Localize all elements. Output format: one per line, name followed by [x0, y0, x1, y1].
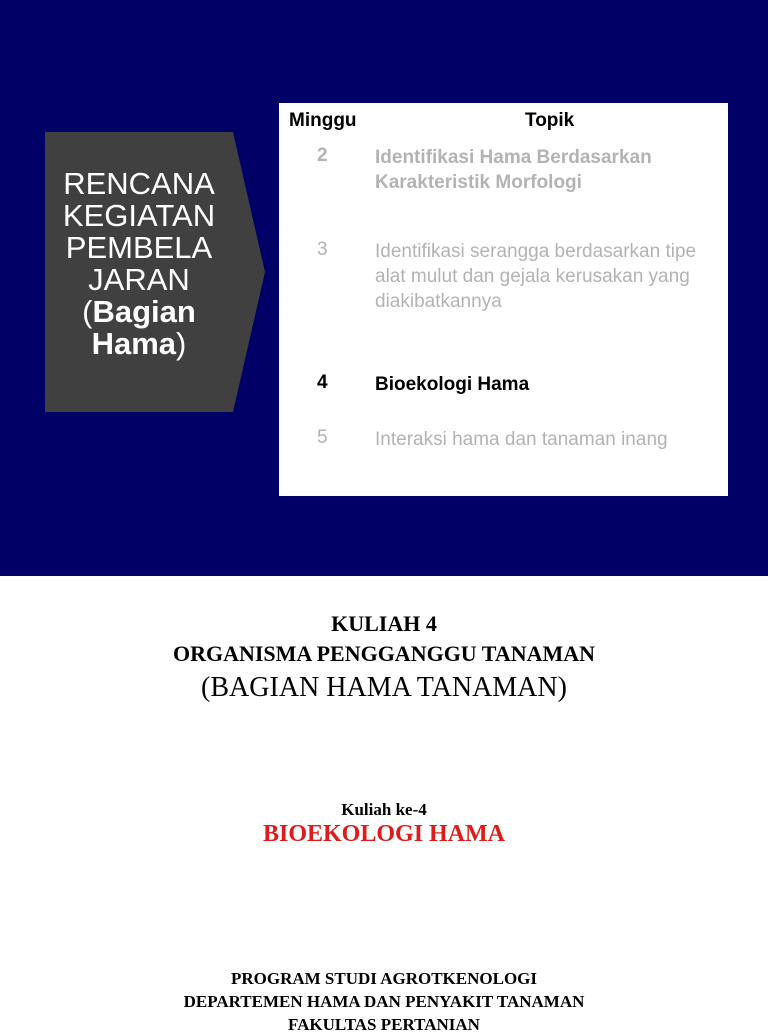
column-header-topic: Topik	[525, 110, 575, 131]
topic-text: Bioekologi Hama	[375, 374, 530, 395]
title-line-bold	[45, 296, 233, 328]
lecture-title: BIOEKOLOGI HAMA	[262, 821, 506, 847]
lecture-number: Kuliah ke-4	[341, 800, 427, 819]
course-section: (BAGIAN HAMA TANAMAN)	[201, 672, 567, 703]
week-number: 3	[317, 239, 328, 260]
footer-program: PROGRAM STUDI AGROTKENOLOGI	[230, 969, 538, 988]
title-line: PEMBELA	[65, 230, 213, 265]
week-number: 4	[317, 372, 328, 393]
slide-title	[45, 168, 233, 360]
topic-text: Interaksi hama dan tanaman inang	[375, 429, 668, 450]
paren-close: )	[176, 326, 187, 361]
footer-department: DEPARTEMEN HAMA DAN PENYAKIT TANAMAN	[183, 992, 585, 1011]
week-number: 5	[317, 427, 328, 448]
title-hama: Hama	[91, 326, 177, 361]
title-line-bold	[45, 328, 233, 360]
topic-text: Identifikasi Hama Berdasarkan Karakteristik Morfologi	[375, 147, 652, 193]
topic-text: Identifikasi serangga berdasarkan tipe alat mulut dan gejala kerusakan yang diakibatkannya	[375, 241, 697, 312]
week-number: 2	[317, 145, 328, 166]
footer-faculty: FAKULTAS PERTANIAN	[288, 1015, 480, 1034]
course-subject: ORGANISMA PENGGANGGU TANAMAN	[172, 641, 596, 666]
title-line: JARAN	[88, 262, 190, 297]
column-header-week: Minggu	[289, 110, 357, 131]
topic-table	[279, 103, 728, 496]
title-line: KEGIATAN	[62, 198, 216, 233]
title-line: RENCANA	[63, 166, 215, 201]
course-heading: KULIAH 4	[331, 611, 437, 636]
title-bagian: Bagian	[92, 294, 196, 329]
paren-open: (	[82, 294, 93, 329]
